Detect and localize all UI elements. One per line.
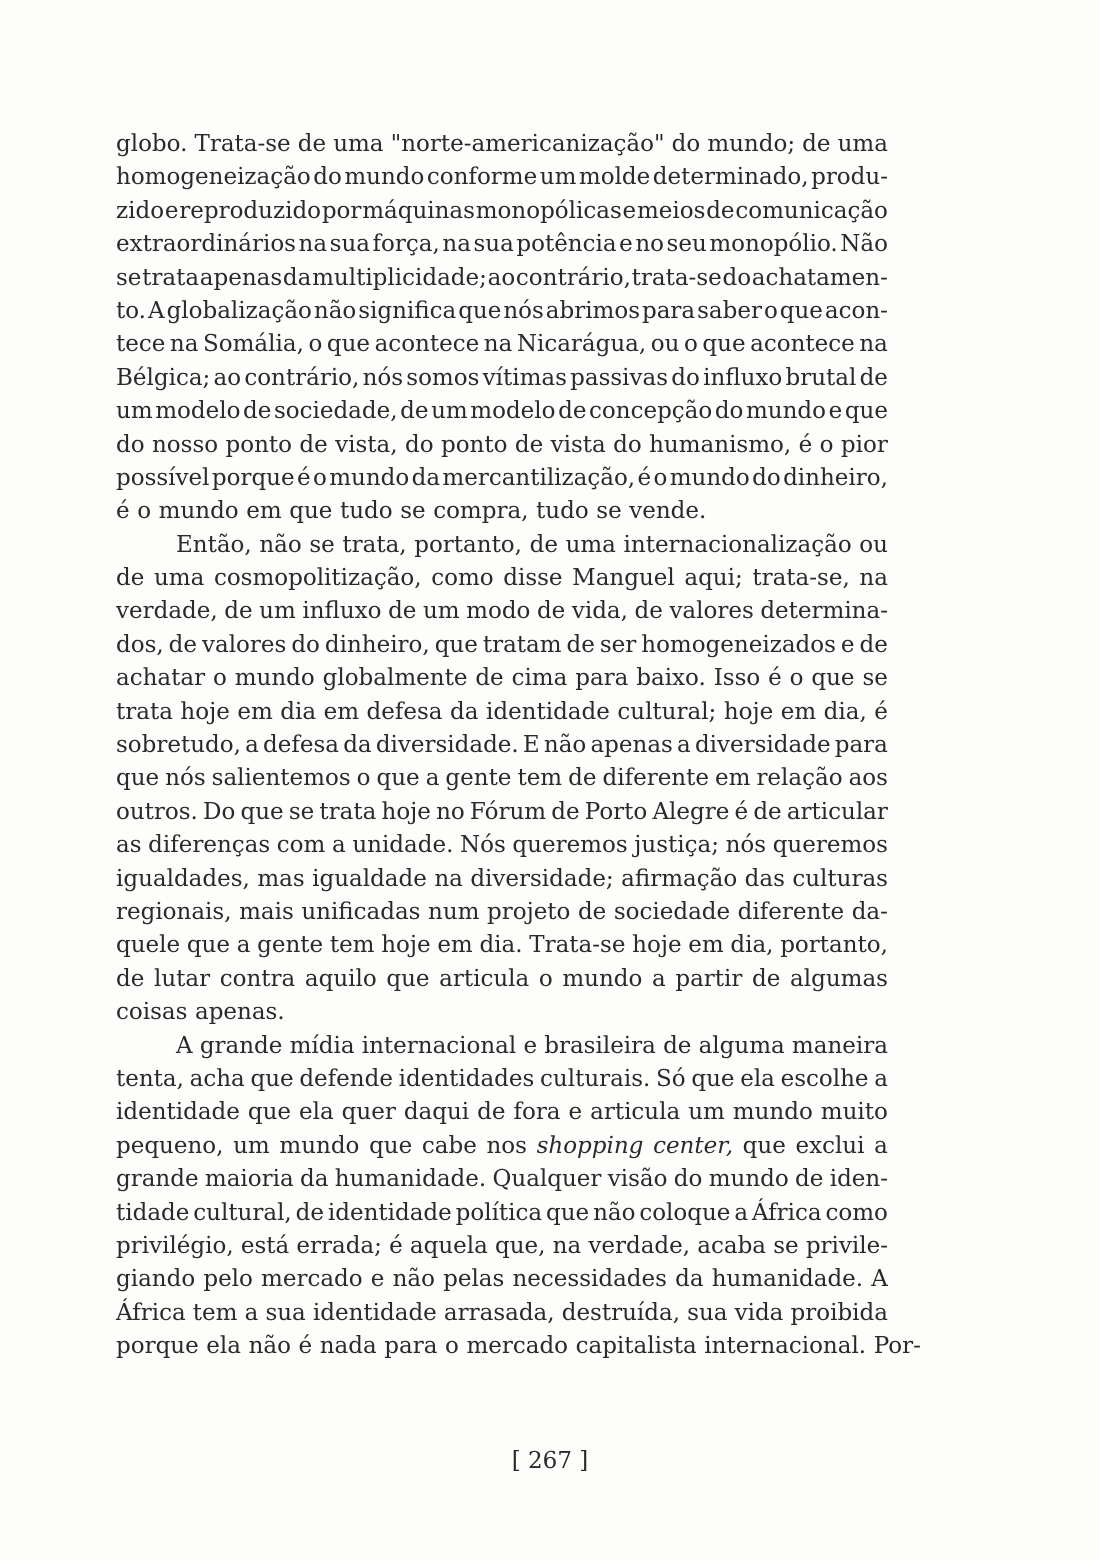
text-line: homogeneização do mundo conforme um molde determinado, produ- (116, 164, 888, 191)
text-line: globo. Trata-se de uma "norte-americanização" do mundo; de uma (116, 131, 888, 157)
text-line: se trata apenas da multiplicidade; ao contrário, trata-se do achatamen- (116, 264, 888, 291)
paragraph (116, 1030, 921, 1364)
text-line: zido e reproduzido por máquinas monopólicas e meios de comunicação (116, 197, 888, 224)
body-text (116, 128, 921, 1363)
text-line: que nós salientemos o que a gente tem de diferente em relação aos (116, 765, 888, 792)
text-line: Bélgica; ao contrário, nós somos vítimas passivas do influxo brutal de (116, 364, 888, 391)
text-line: achatar o mundo globalmente de cima para baixo. Isso é o que se (116, 665, 888, 692)
text-line: privilégio, está errada; é aquela que, na verdade, acaba se privile- (116, 1232, 888, 1259)
text-line: possível porque é o mundo da mercantilização, é o mundo do dinheiro, (116, 464, 888, 491)
page-number: [ 267 ] (511, 1448, 589, 1474)
text-line: sobretudo, a defesa da diversidade. E não apenas a diversidade para (116, 732, 888, 759)
text-line: verdade, de um influxo de um modo de vida, de valores determina- (116, 598, 888, 625)
text-line: giando pelo mercado e não pelas necessidades da humanidade. A (116, 1266, 888, 1293)
text-line: do nosso ponto de vista, do ponto de vista do humanismo, é o pior (116, 431, 888, 458)
text-line: um modelo de sociedade, de um modelo de concepção do mundo e que (116, 398, 888, 425)
text-line: de lutar contra aquilo que articula o mundo a partir de algumas (116, 965, 888, 992)
text-line: pequeno, um mundo que cabe nos shopping center, que exclui a (116, 1132, 888, 1159)
text-line: identidade que ela quer daqui de fora e articula um mundo muito (116, 1099, 888, 1126)
text-line: grande maioria da humanidade. Qualquer visão do mundo de iden- (116, 1166, 888, 1193)
text-line: trata hoje em dia em defesa da identidade cultural; hoje em dia, é (116, 698, 888, 725)
text-line: A grande mídia internacional e brasileira de alguma maneira (176, 1032, 888, 1059)
text-line: é o mundo em que tudo se compra, tudo se vende. (116, 498, 707, 525)
text-line: tece na Somália, o que acontece na Nicarágua, ou o que acontece na (116, 331, 888, 358)
text-line: outros. Do que se trata hoje no Fórum de Porto Alegre é de articular (116, 798, 888, 825)
text-line: to. A globalização não significa que nós abrimos para saber o que acon- (116, 297, 888, 324)
text-line: extraordinários na sua força, na sua potência e no seu monopólio. Não (116, 231, 888, 258)
text-line: coisas apenas. (116, 999, 285, 1026)
text-line: regionais, mais unificadas num projeto de sociedade diferente da- (116, 898, 888, 925)
paragraph (116, 128, 888, 529)
text-line: dos, de valores do dinheiro, que tratam de ser homogeneizados e de (116, 631, 888, 658)
text-line: quele que a gente tem hoje em dia. Trata-se hoje em dia, portanto, (116, 932, 888, 959)
text-line: tidade cultural, de identidade política que não coloque a África como (116, 1199, 888, 1226)
text-line: porque ela não é nada para o mercado capitalista internacional. Por- (116, 1333, 921, 1360)
text-line: África tem a sua identidade arrasada, destruída, sua vida proibida (116, 1299, 888, 1326)
paragraph (116, 529, 888, 1030)
text-line: Então, não se trata, portanto, de uma internacionalização ou (176, 531, 888, 558)
text-line: tenta, acha que defende identidades culturais. Só que ela escolhe a (116, 1065, 888, 1092)
text-line: igualdades, mas igualdade na diversidade; afirmação das culturas (116, 865, 888, 892)
text-line: as diferenças com a unidade. Nós queremos justiça; nós queremos (116, 832, 888, 859)
text-line: de uma cosmopolitização, como disse Manguel aqui; trata-se, na (116, 565, 888, 592)
